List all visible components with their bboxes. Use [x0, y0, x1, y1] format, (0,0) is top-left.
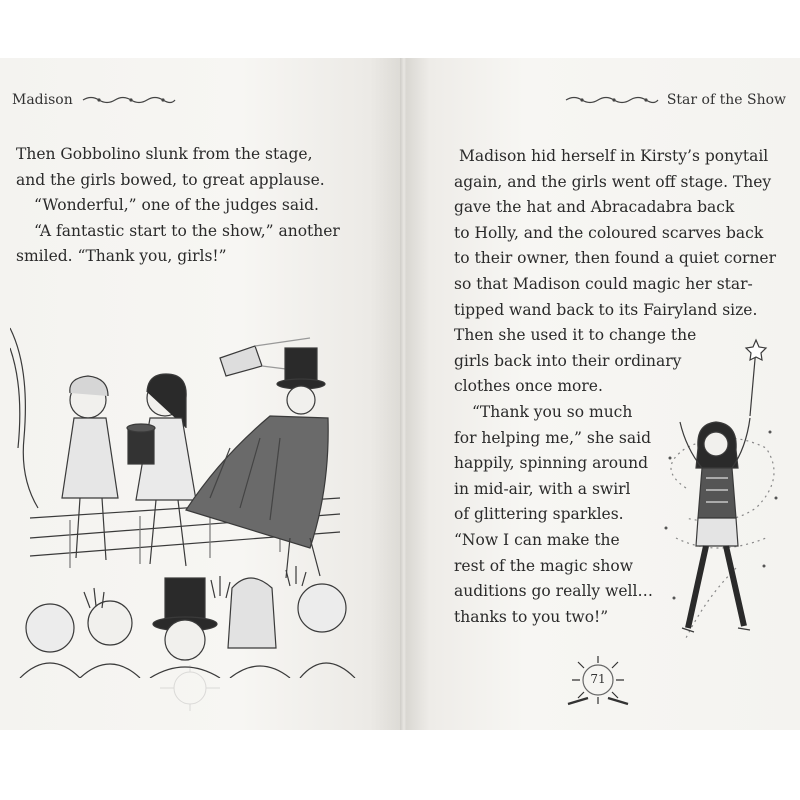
text-line: auditions go really well…	[454, 582, 653, 601]
text-line: and the girls bowed, to great applause.	[16, 170, 325, 189]
right-page-paragraph-2	[454, 400, 653, 630]
stage-magic-show-illustration	[10, 288, 390, 678]
text-line: to Holly, and the coloured scarves back	[454, 223, 764, 242]
text-line: girls back into their ordinary	[454, 351, 682, 370]
text-line: “Wonderful,” one of the judges said.	[34, 196, 319, 215]
text-line: “A fantastic start to the show,” another	[34, 221, 340, 240]
ornament-vine-icon	[564, 95, 659, 105]
text-line: for helping me,” she said	[454, 428, 651, 447]
text-line: thanks to you two!”	[454, 607, 609, 626]
left-page-text	[16, 142, 340, 270]
text-line: to their owner, then found a quiet corner	[454, 249, 777, 268]
text-line: “Thank you so much	[472, 403, 633, 421]
text-line: of glittering sparkles.	[454, 505, 624, 524]
left-page	[0, 58, 402, 730]
text-line: Then she used it to change the	[454, 326, 697, 345]
right-running-head	[564, 92, 786, 108]
left-running-head	[12, 92, 176, 108]
text-line: tipped wand back to its Fairyland size.	[454, 300, 758, 319]
text-line: rest of the magic show	[454, 556, 633, 575]
faint-star-ornament-icon	[150, 663, 230, 713]
right-page	[406, 58, 800, 730]
text-line: clothes once more.	[454, 377, 603, 396]
text-line: smiled. “Thank you, girls!”	[16, 247, 227, 266]
text-line: gave the hat and Abracadabra back	[454, 198, 735, 217]
text-line: Then Gobbolino slunk from the stage,	[16, 145, 313, 163]
text-line: so that Madison could magic her star-	[454, 274, 753, 293]
text-line: Madison hid herself in Kirsty’s ponytail	[459, 147, 769, 165]
page-number-badge	[566, 654, 630, 710]
right-running-head-title: Star of the Show	[666, 92, 786, 108]
page-number: 71	[590, 672, 606, 686]
ornament-vine-icon	[81, 95, 176, 105]
left-running-head-title: Madison	[12, 92, 73, 108]
text-line: again, and the girls went off stage. They	[454, 172, 772, 191]
open-book	[0, 58, 800, 730]
text-line: happily, spinning around	[454, 454, 648, 473]
text-line: in mid-air, with a swirl	[454, 479, 631, 498]
text-line: “Now I can make the	[454, 530, 620, 549]
fairy-madison-illustration	[646, 338, 786, 638]
